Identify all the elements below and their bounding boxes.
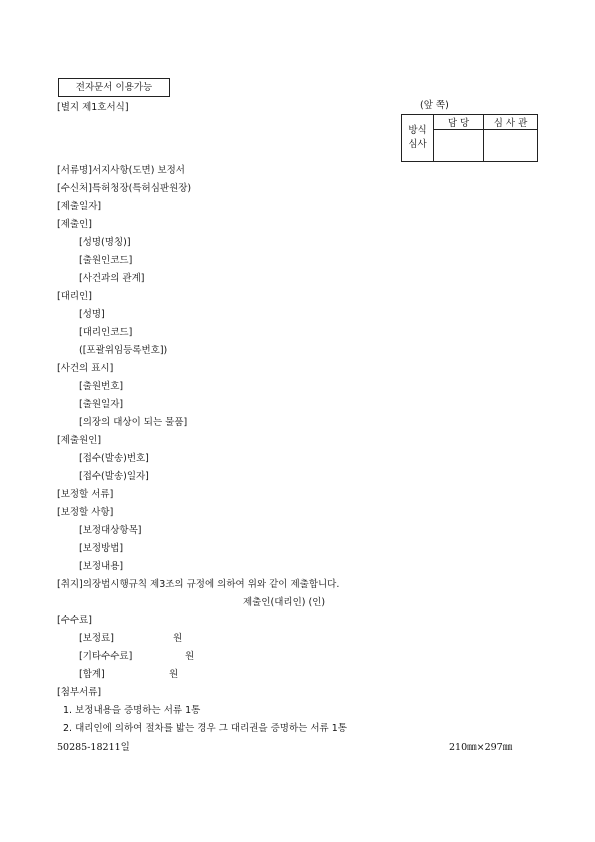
electronic-document-badge: 전자문서 이용가능 bbox=[58, 78, 170, 97]
submitter: [제출인] bbox=[57, 219, 92, 230]
review-method-line2: 심사 bbox=[408, 139, 427, 150]
submission-cause: [제출원인] bbox=[57, 435, 102, 446]
attachments: [첨부서류] bbox=[57, 687, 102, 698]
review-officer-cell bbox=[434, 130, 484, 162]
case-application-number: [출원번호] bbox=[79, 381, 124, 392]
case-indication: [사건의 표시] bbox=[57, 363, 114, 374]
page-side-label: (앞 쪽) bbox=[420, 100, 449, 111]
fee-other: [기타수수료] bbox=[79, 651, 133, 662]
purpose-statement: [취지]의장법시행규칙 제3조의 규정에 의하여 위와 같이 제출합니다. bbox=[57, 579, 340, 590]
review-examiner-cell bbox=[484, 130, 538, 162]
agent-registration: ([포괄위임등록번호]) bbox=[79, 345, 168, 356]
signature-line: 제출인(대리인) (인) bbox=[243, 597, 326, 608]
case-article: [의장의 대상이 되는 물품] bbox=[79, 417, 188, 428]
review-examiner-header: 심 사 관 bbox=[484, 115, 538, 130]
review-method-label bbox=[402, 115, 434, 162]
review-method-line1: 방식 bbox=[408, 125, 427, 136]
form-number: [별지 제1호서식] bbox=[57, 102, 129, 113]
agent-name: [성명] bbox=[79, 309, 105, 320]
case-application-date: [출원일자] bbox=[79, 399, 124, 410]
amend-matters: [보정할 사항] bbox=[57, 507, 114, 518]
fee: [수수료] bbox=[57, 615, 92, 626]
receipt-number: [접수(발송)번호] bbox=[79, 453, 149, 464]
amend-content: [보정내용] bbox=[79, 561, 124, 572]
receipt-date: [접수(발송)일자] bbox=[79, 471, 149, 482]
submitter-relation: [사건과의 관계] bbox=[79, 273, 145, 284]
review-box bbox=[401, 114, 538, 162]
footer-paper-size: 210㎜×297㎜ bbox=[449, 742, 513, 753]
fee-total-unit: 원 bbox=[169, 669, 179, 680]
fee-total: [합계] bbox=[79, 669, 105, 680]
recipient: [수신처]특허청장(특허심판원장) bbox=[57, 183, 192, 194]
attachment-2: 2. 대리인에 의하여 절차를 밟는 경우 그 대리권을 증명하는 서류 1통 bbox=[63, 723, 347, 734]
footer-form-code: 50285-18211일 bbox=[57, 742, 130, 753]
submitter-code: [출원인코드] bbox=[79, 255, 133, 266]
amend-documents: [보정할 서류] bbox=[57, 489, 114, 500]
fee-amend: [보정료] bbox=[79, 633, 114, 644]
submit-date: [제출일자] bbox=[57, 201, 102, 212]
submitter-name: [성명(명칭)] bbox=[79, 237, 131, 248]
agent: [대리인] bbox=[57, 291, 92, 302]
review-officer-header: 담 당 bbox=[434, 115, 484, 130]
fee-other-unit: 원 bbox=[185, 651, 195, 662]
fee-amend-unit: 원 bbox=[173, 633, 183, 644]
attachment-1: 1. 보정내용을 증명하는 서류 1통 bbox=[63, 705, 201, 716]
amend-item: [보정대상항목] bbox=[79, 525, 142, 536]
doc-name: [서류명]서지사항(도면) 보정서 bbox=[57, 165, 185, 176]
amend-method: [보정방법] bbox=[79, 543, 124, 554]
agent-code: [대리인코드] bbox=[79, 327, 133, 338]
